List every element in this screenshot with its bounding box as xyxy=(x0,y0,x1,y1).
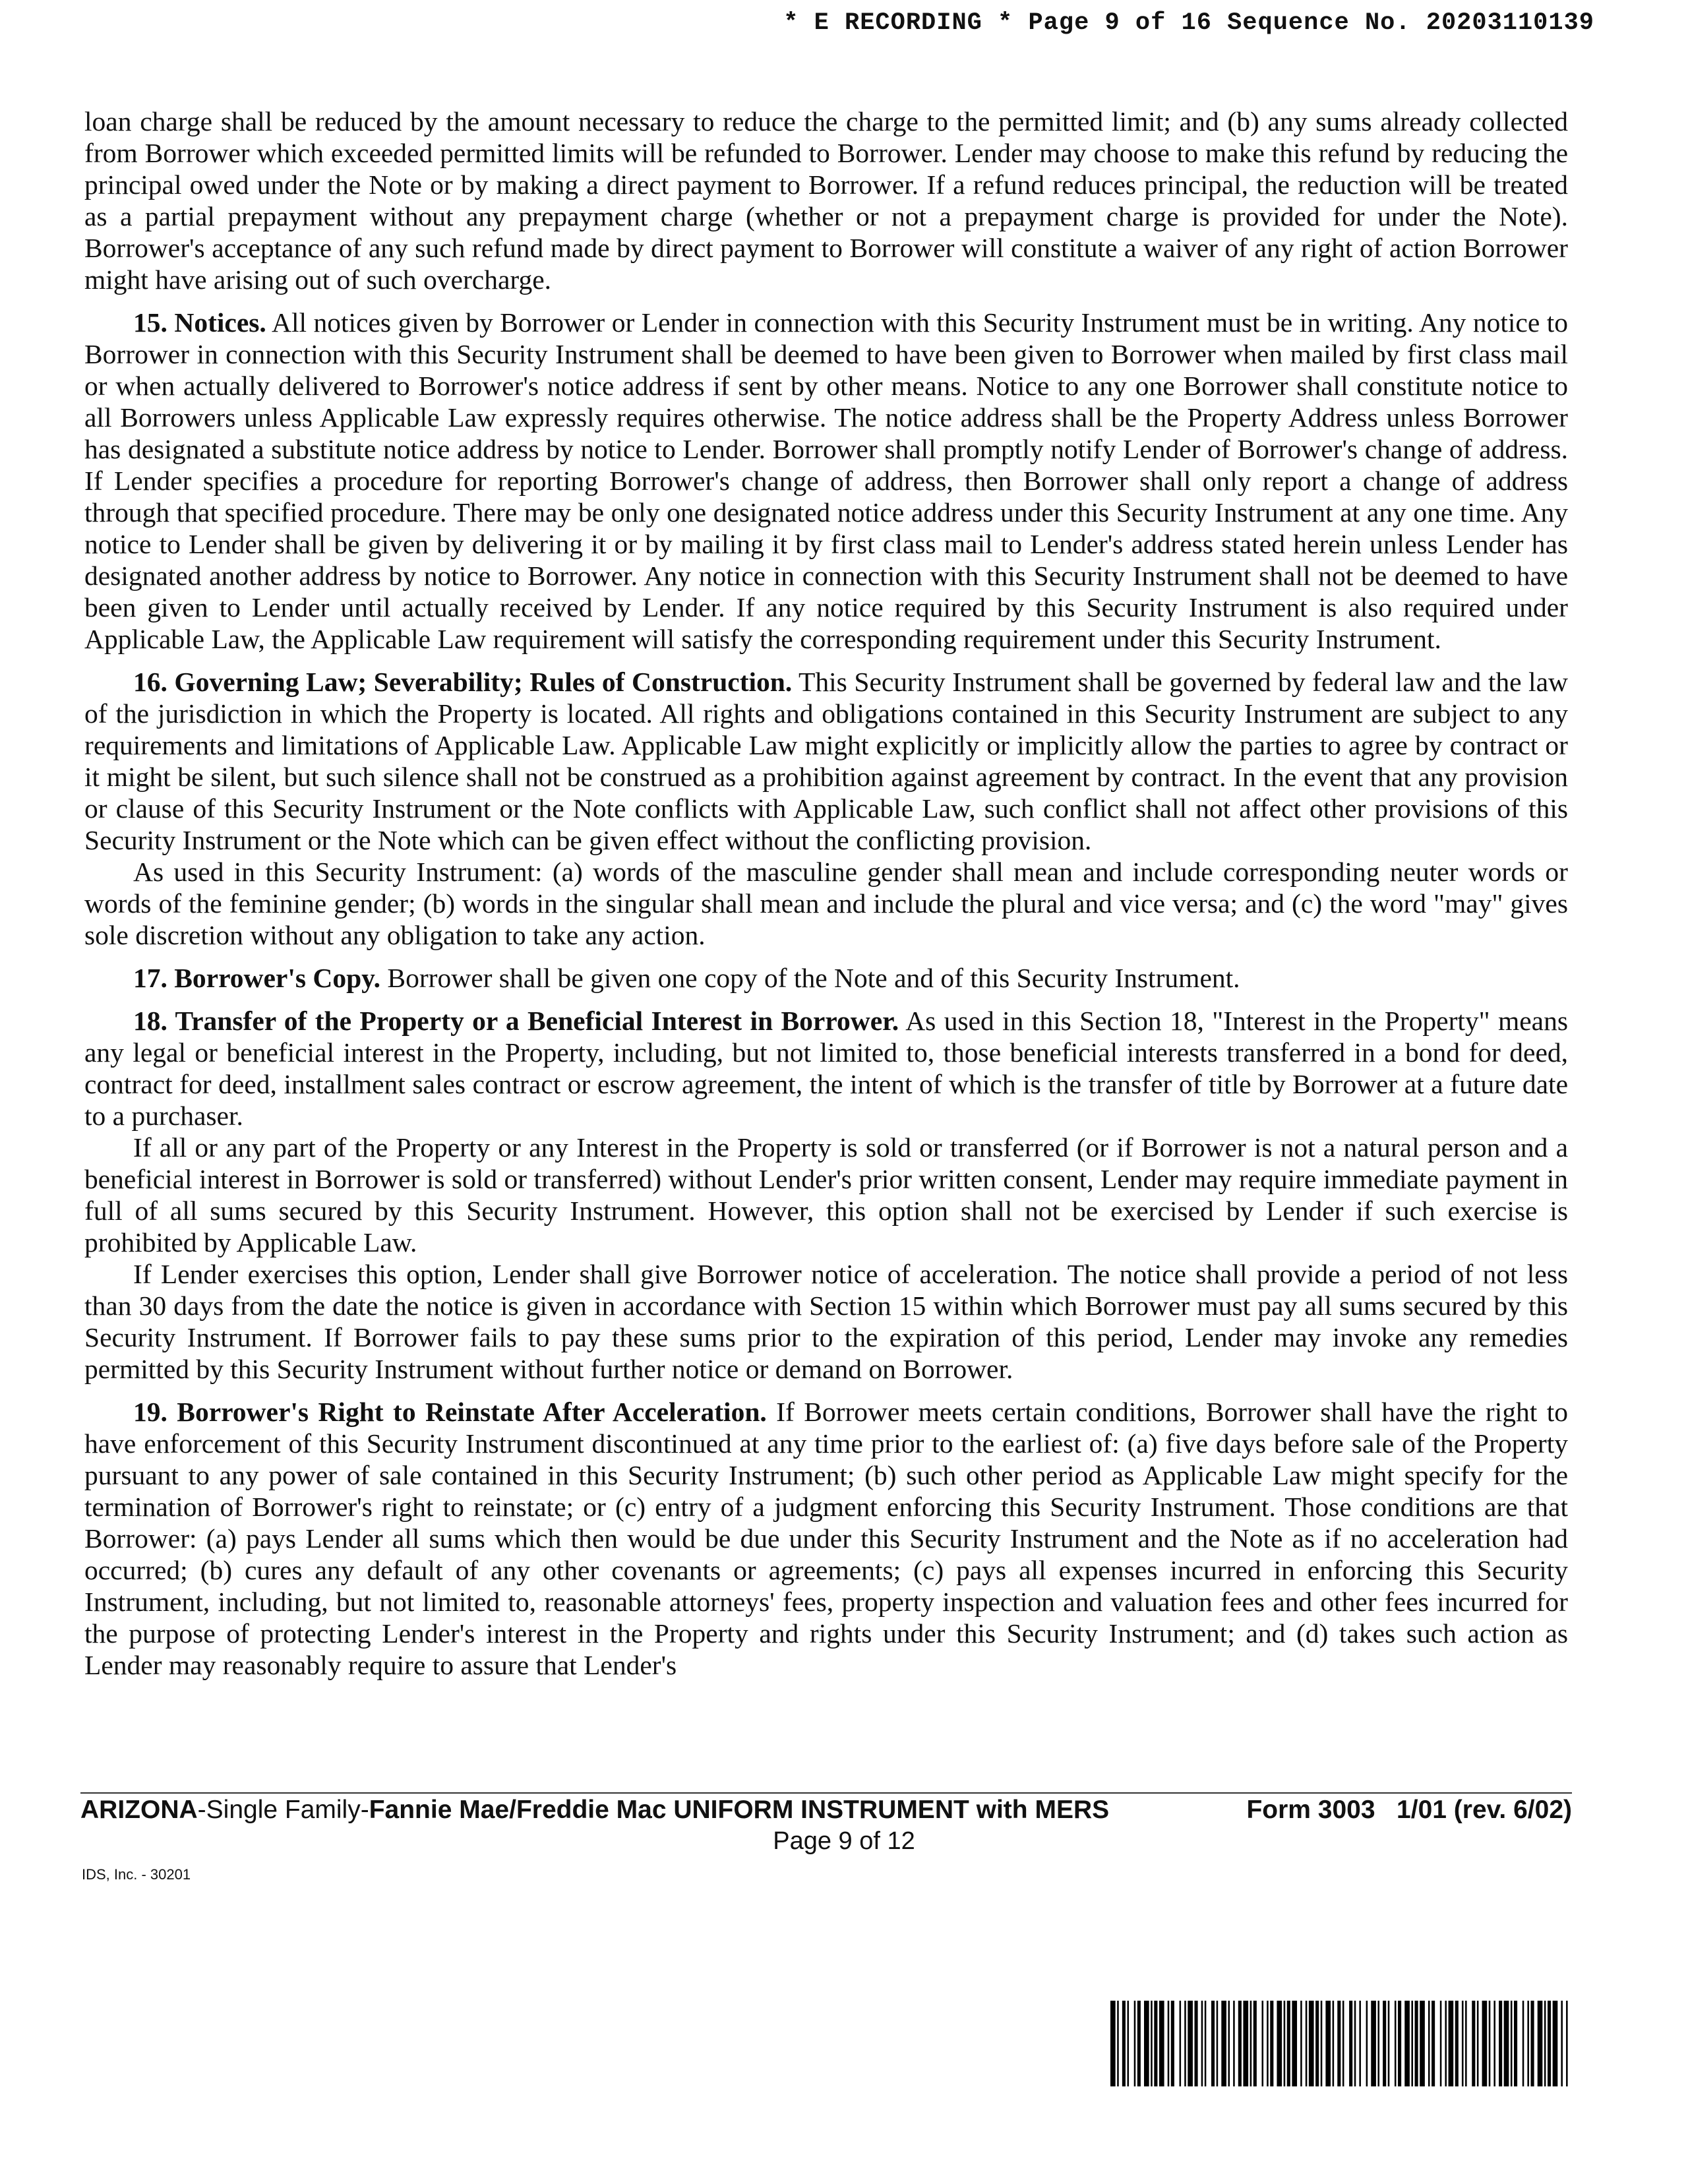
barcode-bar xyxy=(1527,2001,1529,2086)
barcode-bar xyxy=(1195,2001,1198,2086)
barcode-bar xyxy=(1462,2001,1464,2086)
document-body xyxy=(84,106,1568,1681)
barcode-bar xyxy=(1315,2001,1319,2086)
barcode-bar xyxy=(1221,2001,1226,2086)
section-18-acceleration-paragraph xyxy=(84,1258,1568,1385)
form-family: -Single Family- xyxy=(197,1796,369,1824)
section-17-borrowers-copy xyxy=(84,962,1568,994)
barcode-bar xyxy=(1482,2001,1488,2086)
section-heading: 19. Borrower's Right to Reinstate After Acceleration. xyxy=(133,1397,767,1427)
barcode-bar xyxy=(1561,2001,1563,2086)
paragraph-text: If Lender exercises this option, Lender shall give Borrower notice of acceleration. The notice shall provide a period of not less than 30 days from the date the notice is given in accordance with Section 15 within which Borrower must pay all sums secured by this Security Instrument. If Borrower fails to pay these sums prior to the expiration of this period, Lender may invoke any remedies permitted by this Security Instrument without further notice or demand on Borrower. xyxy=(84,1259,1568,1384)
section-16-governing-law xyxy=(84,666,1568,856)
section-16-usage-paragraph xyxy=(84,856,1568,951)
barcode-bar xyxy=(1243,2001,1248,2086)
paragraph-text: As used in this Section 18, "Interest in the Property" means any legal or beneficial interest in the Property, including, but not limited to, those beneficial interests transferred in a bond for deed, contract for deed, installment sales contract or escrow agreement, the intent of which is the transfer of title by Borrower at a future date to a purchaser. xyxy=(84,1006,1569,1131)
barcode-bar xyxy=(1277,2001,1282,2086)
barcode-bar xyxy=(1522,2001,1524,2086)
barcode-bar xyxy=(1489,2001,1491,2086)
barcode-bar xyxy=(1420,2001,1425,2086)
barcode-bar xyxy=(1514,2001,1517,2086)
barcode-bar xyxy=(1154,2001,1157,2086)
barcode-bar xyxy=(1449,2001,1454,2086)
barcode-bar xyxy=(1325,2001,1331,2086)
barcode-bar xyxy=(1306,2001,1308,2086)
barcode-bar xyxy=(1499,2001,1502,2086)
barcode-bar xyxy=(1342,2001,1344,2086)
barcode-bar xyxy=(1122,2001,1126,2086)
paragraph-text: If Borrower meets certain conditions, Borrower shall have the right to have enforcement of this Security Instrument discontinued at any time prior to the earliest of: (a) five days before sale of the Property pursuant to any power of sale contained in this Security Instrument; (b) such other period as Applicable Law might specify for the termination of Borrower's right to reinstate; or (c) entry of a judgment enforcing this Security Instrument. Those conditions are that Borrower: (a) pays Lender all sums which then would be due under this Security Instrument and the Note as if no acceleration had occurred; (b) cures any default of any other covenants or agreements; (c) pays all expenses incurred in enforcing this Security Instrument, including, but not limited to, reasonable attorneys' fees, property inspection and valuation fees and other fees incurred for the purpose of protecting Lender's interest in the Property and rights under this Security Instrument; and (d) takes such action as Lender may reasonably require to assure that Lender's xyxy=(84,1397,1568,1680)
paragraph-text: Borrower shall be given one copy of the Note and of this Security Instrument. xyxy=(380,963,1240,993)
barcode-bar xyxy=(1504,2001,1509,2086)
barcode-bar xyxy=(1228,2001,1230,2086)
barcode-bar xyxy=(1144,2001,1149,2086)
barcode-bar xyxy=(1359,2001,1361,2086)
section-heading: 17. Borrower's Copy. xyxy=(133,963,381,993)
barcode-bar xyxy=(1388,2001,1390,2086)
form-number: Form 3003 1/01 (rev. 6/02) xyxy=(1246,1796,1572,1824)
paragraph-text: All notices given by Borrower or Lender in connection with this Security Instrument must be in writing. Any notice to Borrower in connection with this Security Instrument shall be deemed to have been given to Borrower when mailed by first class mail or when actually delivered to Borrower's notice address if sent by other means. Notice to any one Borrower shall constitute notice to all Borrowers unless Applicable Law expressly requires otherwise. The notice address shall be the Property Address unless Borrower has designated a substitute notice address by notice to Lender. Borrower shall promptly notify Lender of Borrower's change of address. If Lender specifies a procedure for reporting Borrower's change of address, then Borrower shall only report a change of address through that specified procedure. There may be only one designated notice address under this Security Instrument at any one time. Any notice to Lender shall be given by delivering it or by mailing it by first class mail to Lender's address stated herein unless Lender has designated another address by notice to Borrower. Any notice in connection with this Security Instrument shall not be deemed to have been given to Lender until actually received by Lender. If any notice required by this Security Instrument is also required under Applicable Law, the Applicable Law requirement will satisfy the corresponding requirement under this Security Instrument. xyxy=(84,307,1569,654)
barcode-bar xyxy=(1354,2001,1356,2086)
barcode-bar xyxy=(1300,2001,1302,2086)
barcode-bar xyxy=(1292,2001,1297,2086)
barcode-bar xyxy=(1538,2001,1543,2086)
barcode-bar xyxy=(1566,2001,1568,2086)
footer-divider xyxy=(80,1792,1572,1794)
form-title xyxy=(80,1796,1109,1824)
barcode-bar xyxy=(1411,2001,1413,2086)
barcode-bar xyxy=(1270,2001,1273,2086)
barcode-bar xyxy=(1238,2001,1242,2086)
barcode-bar xyxy=(1349,2001,1352,2086)
form-instrument: Fannie Mae/Freddie Mac UNIFORM INSTRUMENT with MERS xyxy=(369,1796,1110,1824)
barcode-bar xyxy=(1477,2001,1479,2086)
section-heading: 18. Transfer of the Property or a Beneficial Interest in Borrower. xyxy=(133,1006,899,1036)
barcode-bar xyxy=(1404,2001,1410,2086)
barcode-bar xyxy=(1415,2001,1418,2086)
barcode-bar xyxy=(1128,2001,1130,2086)
barcode-bar xyxy=(1168,2001,1170,2086)
barcode-bar xyxy=(1544,2001,1546,2086)
paragraph-text: If all or any part of the Property or any Interest in the Property is sold or transferred (or if Borrower is not a natural person and a beneficial interest in Borrower is sold or transferred) without Lender's prior written consent, Lender may require immediate payment in full of all sums secured by this Security Instrument. However, this option shall not be exercised by Lender if such exercise is prohibited by Applicable Law. xyxy=(84,1132,1568,1258)
barcode-bar xyxy=(1432,2001,1435,2086)
barcode-bar xyxy=(1321,2001,1323,2086)
paragraph-text: This Security Instrument shall be governed by federal law and the law of the jurisdiction in which the Property is located. All rights and obligations contained in this Security Instrument are subject to any requirements and limitations of Applicable Law. Applicable Law might explicitly or implicitly allow the parties to agree by contract or it might be silent, but such silence shall not be construed as a prohibition against agreement by contract. In the event that any provision or clause of this Security Instrument or the Note conflicts with Applicable Law, such conflict shall not affect other provisions of this Security Instrument or the Note which can be given effect without the conflicting provision. xyxy=(84,667,1568,855)
barcode-bar xyxy=(1395,2001,1397,2086)
barcode-bar xyxy=(1472,2001,1475,2086)
barcode-bar xyxy=(1493,2001,1495,2086)
recording-header: * E RECORDING * Page 9 of 16 Sequence No. 20203110139 xyxy=(783,9,1594,37)
barcode-bar xyxy=(1250,2001,1252,2086)
barcode-bar xyxy=(1184,2001,1186,2086)
barcode-bar xyxy=(1110,2001,1116,2086)
section-heading: 16. Governing Law; Severability; Rules of Construction. xyxy=(133,667,793,697)
barcode-bar xyxy=(1531,2001,1534,2086)
barcode-bar xyxy=(1455,2001,1459,2086)
barcode-bar xyxy=(1262,2001,1264,2086)
barcode-bar xyxy=(1217,2001,1219,2086)
barcode-bar xyxy=(1211,2001,1215,2086)
barcode-bar xyxy=(1383,2001,1386,2086)
barcode-bar xyxy=(1137,2001,1141,2086)
barcode-bar xyxy=(1253,2001,1257,2086)
barcode-bar xyxy=(1151,2001,1153,2086)
barcode-bar xyxy=(1553,2001,1558,2086)
barcode-bar xyxy=(1371,2001,1376,2086)
section-heading: 15. Notices. xyxy=(133,307,266,338)
paragraph-text: loan charge shall be reduced by the amount necessary to reduce the charge to the permitted limit; and (b) any sums already collected from Borrower which exceeded permitted limits will be refunded to Borrower. Lender may choose to make this refund by reducing the principal owed under the Note or by making a direct payment to Borrower. If a refund reduces principal, the reduction will be treated as a partial prepayment without any prepayment charge (whether or not a prepayment charge is provided for under the Note). Borrower's acceptance of any such refund made by direct payment to Borrower will constitute a waiver of any right of action Borrower might have arising out of such overcharge. xyxy=(84,106,1568,295)
barcode-bar xyxy=(1377,2001,1379,2086)
barcode-bar xyxy=(1134,2001,1136,2086)
barcode-bar xyxy=(1333,2001,1335,2086)
barcode-bar xyxy=(1440,2001,1442,2086)
barcode-image xyxy=(1110,2001,1568,2086)
barcode-bar xyxy=(1159,2001,1164,2086)
section-18-sale-paragraph xyxy=(84,1132,1568,1258)
section-15-notices xyxy=(84,307,1568,655)
barcode-bar xyxy=(1309,2001,1314,2086)
page-number: Page 9 of 12 xyxy=(773,1827,915,1855)
barcode-bar xyxy=(1548,2001,1551,2086)
barcode-bar xyxy=(1398,2001,1401,2086)
section-18-transfer xyxy=(84,1005,1568,1132)
barcode-bar xyxy=(1428,2001,1430,2086)
barcode-bar xyxy=(1366,2001,1368,2086)
barcode-bar xyxy=(1188,2001,1193,2086)
section-19-reinstate xyxy=(84,1396,1568,1681)
ids-code: IDS, Inc. - 30201 xyxy=(82,1866,191,1883)
paragraph-loan-charge xyxy=(84,106,1568,295)
barcode-bar xyxy=(1465,2001,1467,2086)
paragraph-text: As used in this Security Instrument: (a) words of the masculine gender shall mean and include corresponding neuter words or words of the feminine gender; (b) words in the singular shall mean and include the plural and vice versa; and (c) the word "may" gives sole discretion without any obligation to take any action. xyxy=(84,857,1568,950)
barcode-bar xyxy=(1117,2001,1119,2086)
barcode-bar xyxy=(1284,2001,1286,2086)
barcode-bar xyxy=(1201,2001,1203,2086)
form-state: ARIZONA xyxy=(80,1796,198,1824)
barcode-bar xyxy=(1511,2001,1513,2086)
barcode-bar xyxy=(1445,2001,1447,2086)
barcode-bar xyxy=(1171,2001,1174,2086)
barcode-bar xyxy=(1267,2001,1269,2086)
barcode-bar xyxy=(1233,2001,1235,2086)
barcode-bar xyxy=(1205,2001,1207,2086)
form-footer xyxy=(80,1795,1572,1825)
barcode-bar xyxy=(1180,2001,1182,2086)
barcode-bar xyxy=(1337,2001,1341,2086)
barcode-bar xyxy=(1287,2001,1290,2086)
